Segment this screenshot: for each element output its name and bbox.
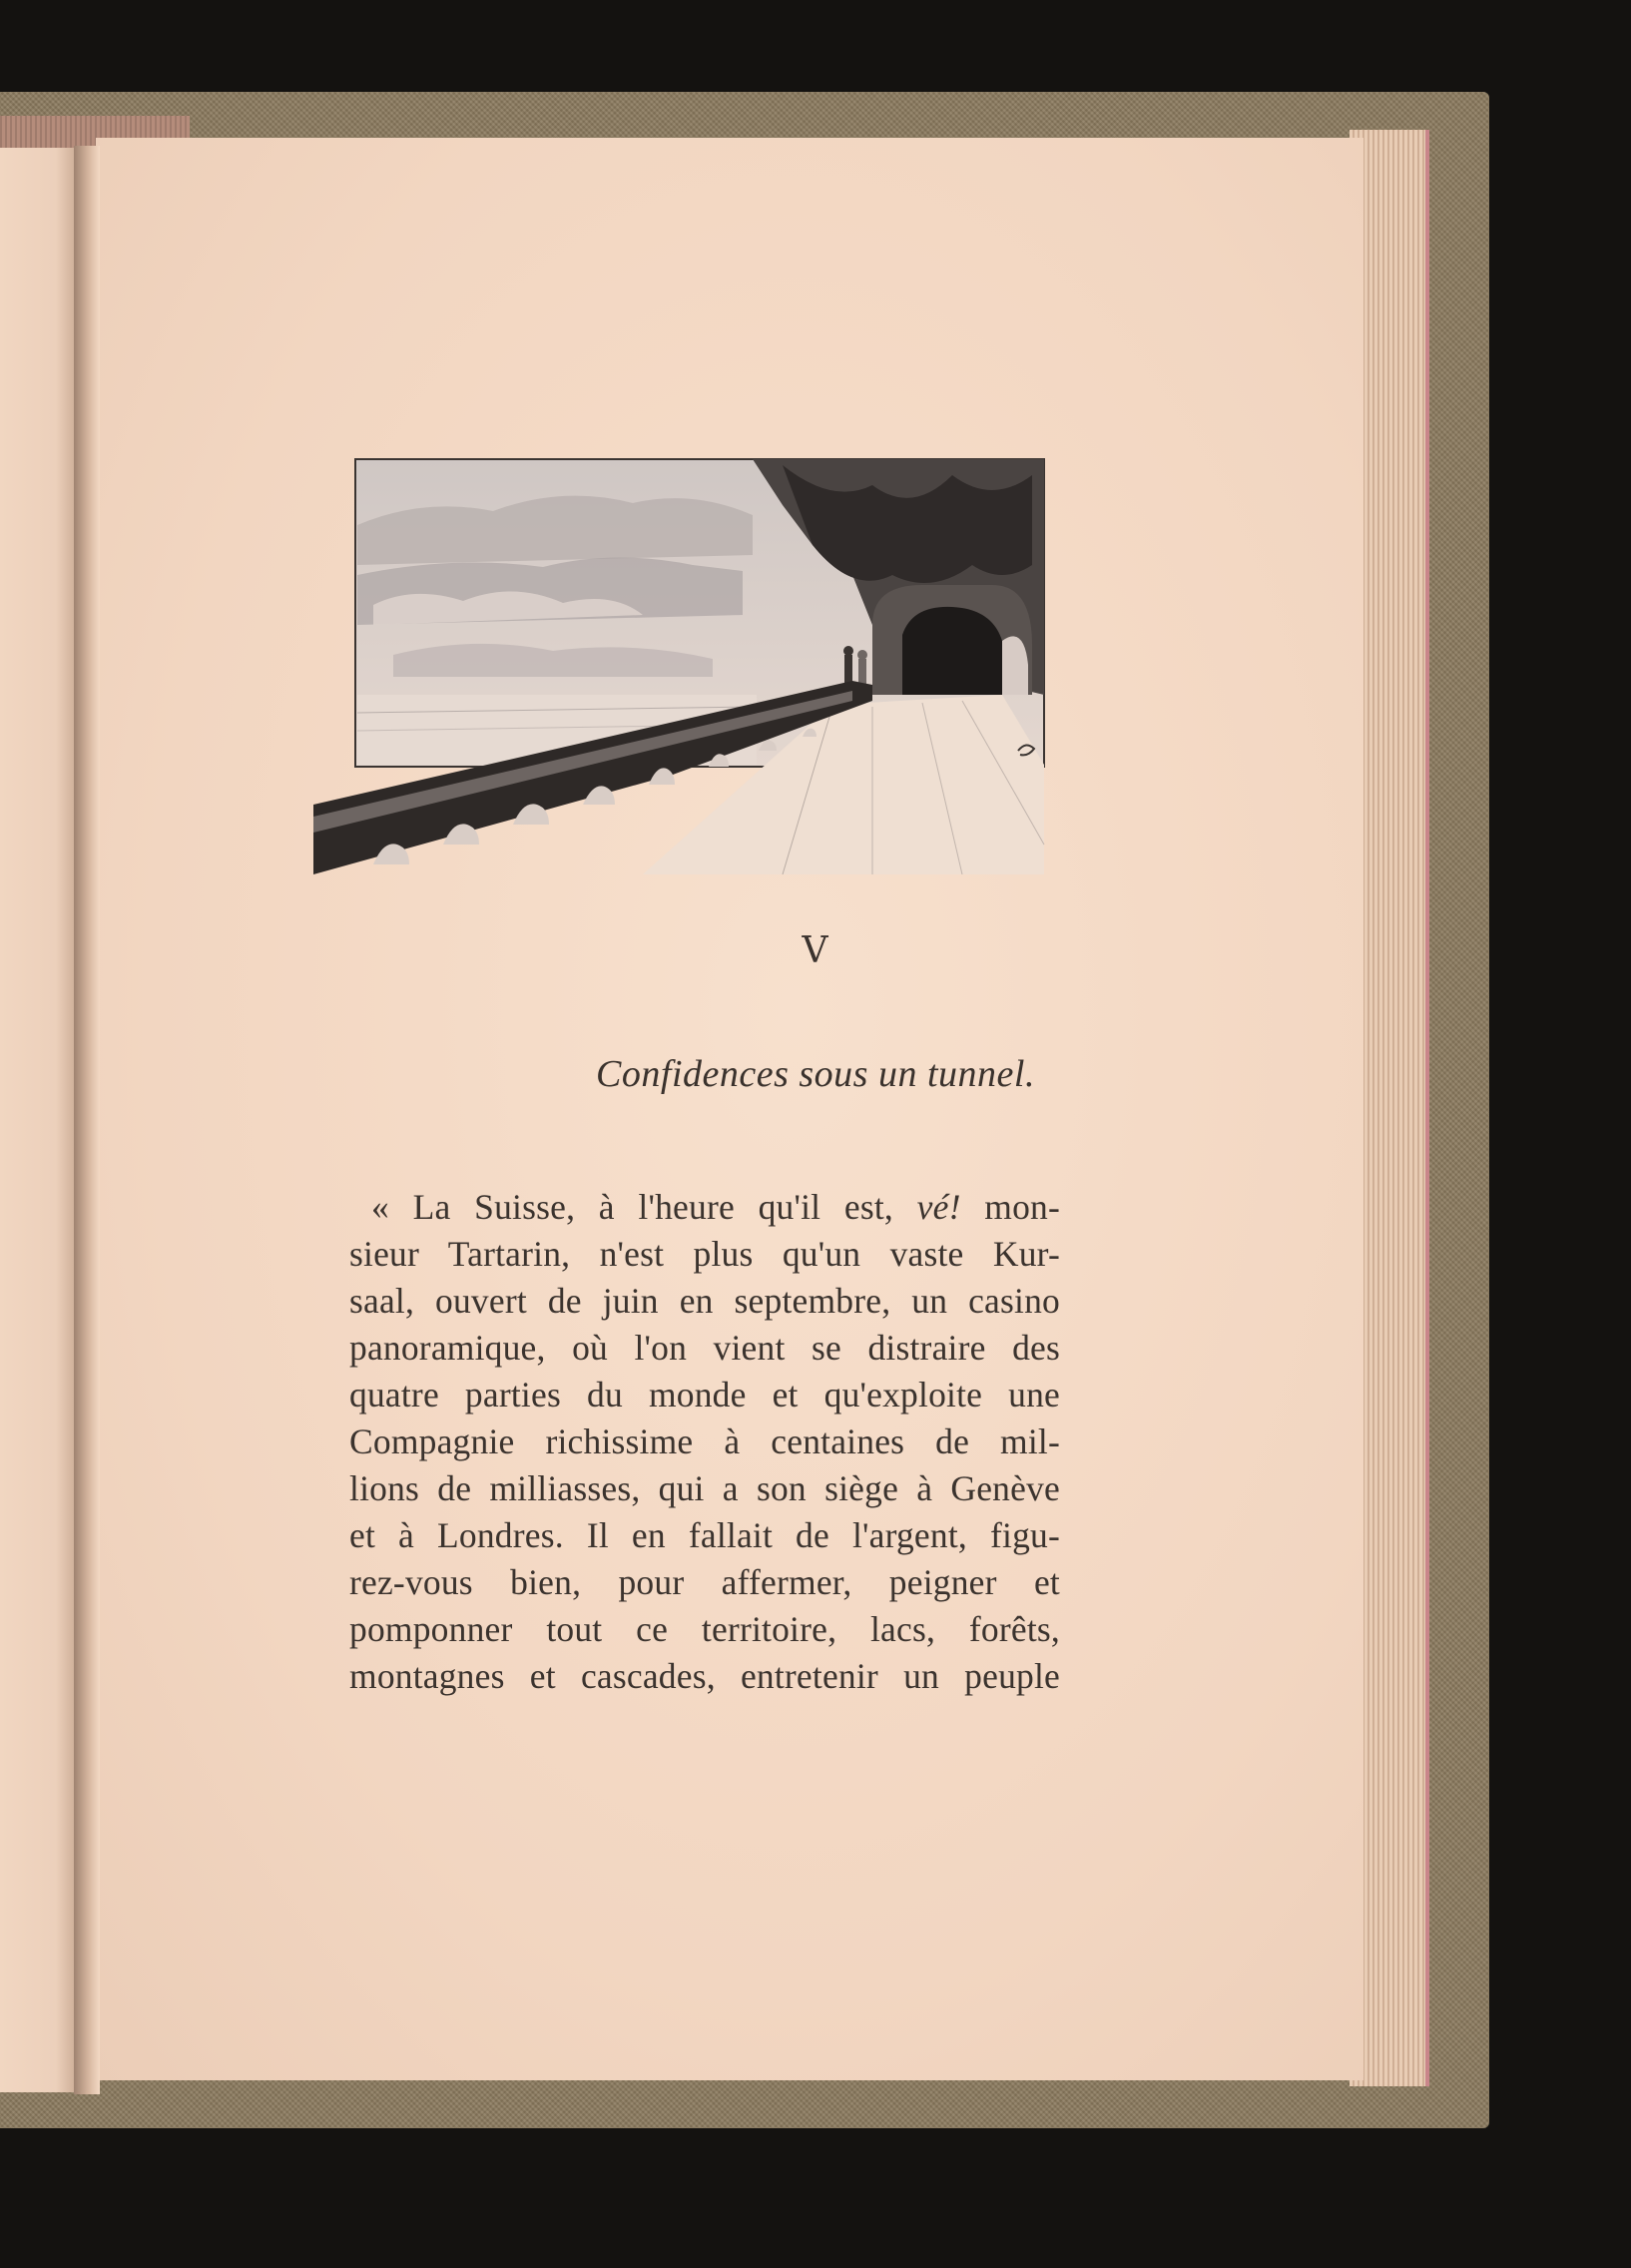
text-segment: mon- (960, 1187, 1060, 1227)
right-page (96, 138, 1363, 2080)
text-line: rez-vous bien, pour affermer, peigner et (349, 1562, 1060, 1602)
tunnel-road-illustration (313, 445, 1050, 874)
text-line (349, 1184, 1060, 1231)
tunnel-road-icon (313, 445, 1050, 874)
body-text (349, 1184, 1060, 1700)
left-page (0, 148, 80, 2092)
text-line: Compagnie richissime à centaines de mil- (349, 1421, 1060, 1461)
text-line: et à Londres. Il en fallait de l'argent, figu- (349, 1515, 1060, 1555)
chapter-numeral: V (802, 930, 829, 971)
chapter-title: Confidences sous un tunnel. (596, 1053, 1035, 1095)
text-line: quatre parties du monde et qu'exploite une (349, 1375, 1060, 1415)
emphasis-word: vé! (916, 1187, 961, 1227)
text-segment: « La Suisse, à l'heure qu'il est, (371, 1187, 917, 1227)
text-line: montagnes et cascades, entretenir un peuple (349, 1656, 1060, 1696)
text-line: sieur Tartarin, n'est plus qu'un vaste Kur- (349, 1234, 1060, 1274)
text-line: saal, ouvert de juin en septembre, un casino (349, 1281, 1060, 1321)
text-line: panoramique, où l'on vient se distraire des (349, 1328, 1060, 1368)
text-line: lions de milliasses, qui a son siège à Genève (349, 1468, 1060, 1508)
text-line: pomponner tout ce territoire, lacs, forêts, (349, 1609, 1060, 1649)
book-gutter (74, 146, 100, 2094)
